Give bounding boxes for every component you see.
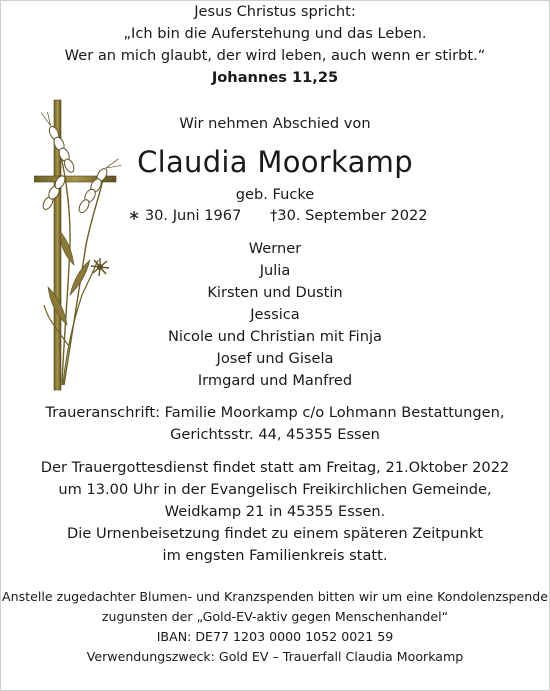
address-line: Gerichtsstr. 44, 45355 Essen (170, 426, 380, 443)
service-line: Der Trauergottesdienst findet statt am Freitag, 21.Oktober 2022 (40, 459, 510, 476)
donation-line: zugunsten der „Gold-EV-aktiv gegen Menschenhandel“ (101, 609, 449, 624)
birth-name: geb. Fucke (235, 186, 315, 203)
mourner: Josef und Gisela (216, 350, 334, 367)
birth-date: ∗ 30. Juni 1967 (128, 207, 242, 224)
quote-line: „Ich bin die Auferstehung und das Leben. (123, 25, 427, 42)
donation-line: Anstelle zugedachter Blumen- und Kranzspenden bitten wir um eine Kondolenzspende (2, 589, 548, 604)
donation-iban: IBAN: DE77 1203 0000 1052 0021 59 (156, 629, 394, 644)
quote-intro: Jesus Christus spricht: (194, 3, 356, 20)
address-line: Traueranschrift: Familie Moorkamp c/o Lohmann Bestattungen, (45, 404, 505, 421)
death-date: †30. September 2022 (270, 207, 428, 224)
donation-purpose: Verwendungszweck: Gold EV – Trauerfall Claudia Moorkamp (86, 649, 464, 664)
mourner: Werner (248, 240, 302, 257)
cross-with-wheat-icon (34, 95, 124, 395)
service-line: im engsten Familienkreis statt. (162, 547, 388, 564)
mourner: Kirsten und Dustin (207, 284, 343, 301)
deceased-name: Claudia Moorkamp (137, 145, 413, 179)
announcement: Wir nehmen Abschied von (179, 115, 371, 132)
life-dates (128, 207, 448, 229)
mourner: Nicole und Christian mit Finja (168, 328, 382, 345)
service-line: Die Urnenbeisetzung findet zu einem späteren Zeitpunkt (67, 525, 483, 542)
mourner: Jessica (250, 306, 300, 323)
mourner: Irmgard und Manfred (197, 372, 353, 389)
service-line: Weidkamp 21 in 45355 Essen. (164, 503, 386, 520)
quote-reference: Johannes 11,25 (211, 69, 339, 86)
mourner: Julia (259, 262, 291, 279)
service-line: um 13.00 Uhr in der Evangelisch Freikirchlichen Gemeinde, (58, 481, 492, 498)
quote-line: Wer an mich glaubt, der wird leben, auch wenn er stirbt.“ (64, 47, 486, 64)
